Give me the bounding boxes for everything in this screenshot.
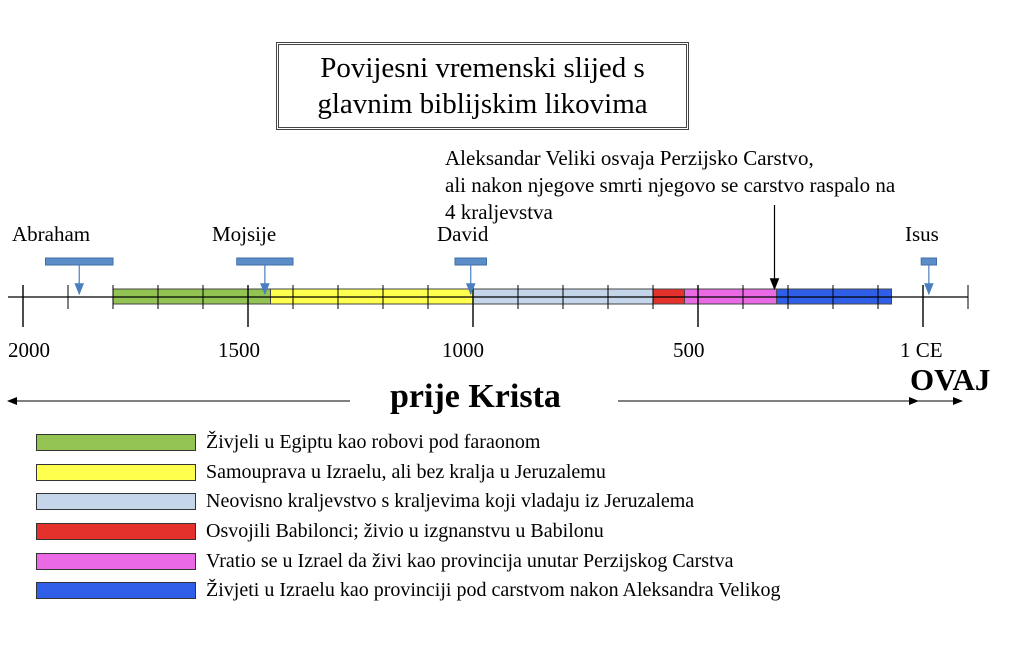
legend-swatch-babylon [36, 523, 196, 540]
legend-item [36, 428, 780, 458]
tick-label-1500: 1500 [218, 338, 260, 362]
legend-item [36, 517, 780, 547]
figure-label-david: David [437, 222, 489, 246]
legend-label-persia: Vratio se u Izrael da živi kao provincija unutar Perzijskog Carstva [206, 549, 734, 572]
title-line-2: glavnim biblijskim likovima [317, 88, 648, 120]
legend [36, 428, 780, 606]
legend-item [36, 458, 780, 488]
era-now-label: OVAJ [910, 362, 991, 397]
legend-item [36, 576, 780, 606]
note-line-1: Aleksandar Veliki osvaja Perzijsko Carstvo, [445, 146, 814, 170]
note-line-2: ali nakon njegove smrti njegovo se carstvo raspalo na [445, 173, 896, 197]
legend-item [36, 487, 780, 517]
figure-bracket-mojsije [237, 258, 293, 265]
figure-label-mojsije: Mojsije [212, 222, 277, 246]
figure-bracket-david [455, 258, 487, 265]
figure-label-abraham: Abraham [12, 222, 91, 246]
figure-label-isus: Isus [905, 222, 939, 246]
legend-label-egypt: Živjeli u Egiptu kao robovi pod faraonom [206, 431, 541, 454]
era-before-label: prije Krista [390, 378, 561, 415]
legend-swatch-egypt [36, 434, 196, 451]
tick-label-2000: 2000 [8, 338, 50, 362]
legend-label-babylon: Osvojili Babilonci; živio u izgnanstvu u Babilonu [206, 520, 604, 543]
legend-swatch-persia [36, 553, 196, 570]
legend-item [36, 546, 780, 576]
title-line-1: Povijesni vremenski slijed s [320, 52, 645, 84]
tick-label-1000: 1000 [442, 338, 484, 362]
legend-swatch-kingdom [36, 493, 196, 510]
figure-bracket-abraham [46, 258, 114, 265]
legend-swatch-hellenistic [36, 582, 196, 599]
legend-label-self-rule: Samouprava u Izraelu, ali bez kralja u Jeruzalemu [206, 460, 606, 483]
legend-label-hellenistic: Živjeti u Izraelu kao provinciji pod carstvom nakon Aleksandra Velikog [206, 579, 781, 602]
tick-label-1ce: 1 CE [900, 338, 943, 362]
legend-swatch-self-rule [36, 464, 196, 481]
legend-label-kingdom: Neovisno kraljevstvo s kraljevima koji vladaju iz Jeruzalema [206, 490, 695, 513]
note-line-3: 4 kraljevstva [445, 200, 553, 224]
tick-label-500: 500 [673, 338, 705, 362]
figure-bracket-isus [921, 258, 936, 265]
